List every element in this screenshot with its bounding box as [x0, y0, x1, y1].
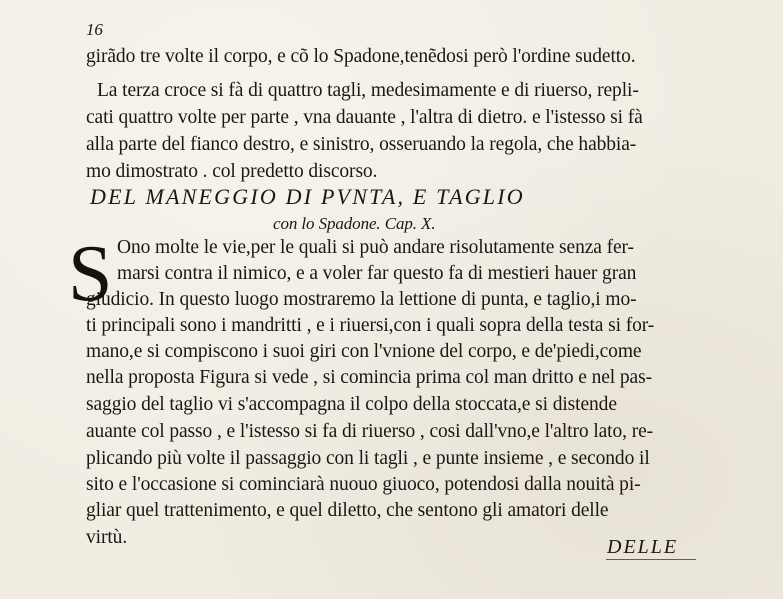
text-line: virtù. — [86, 527, 128, 548]
text-line: gliar quel trattenimento, e quel diletto, che sentono gli amatori delle — [86, 500, 609, 521]
text-line: ti principali sono i mandritti , e i riuersi,con i quali sopra della testa si for- — [86, 315, 655, 336]
text-line: La terza croce si fà di quattro tagli, medesimamente e di riuerso, repli- — [97, 80, 639, 101]
text-line: mano,e si compiscono i suoi giri con l'vnione del corpo, e de'piedi,come — [86, 341, 642, 362]
text-line: mo dimostrato . col predetto discorso. — [86, 161, 378, 182]
catchword-underline — [606, 559, 696, 560]
text-line: marsi contra il nimico, e a voler far questo fa di mestieri hauer gran — [117, 263, 637, 284]
text-line: plicando più volte il passaggio con li tagli , e punte insieme , e secondo il — [86, 448, 650, 469]
text-line: saggio del taglio vi s'accompagna il colpo della stoccata,e si distende — [86, 394, 617, 415]
text-line: sito e l'occasione si cominciarà nuouo giuoco, potendosi dalla nouità pi- — [86, 474, 641, 495]
page-number: 16 — [86, 20, 103, 39]
text-line: Ono molte le vie,per le quali si può andare risolutamente senza fer- — [117, 237, 634, 258]
drop-cap: S — [68, 230, 113, 318]
text-line: giudicio. In questo luogo mostraremo la lettione di punta, e taglio,i mo- — [86, 289, 637, 310]
chapter-subheading: con lo Spadone. Cap. X. — [273, 214, 436, 233]
text-line: girãdo tre volte il corpo, e cõ lo Spadone,tenẽdosi però l'ordine sudetto. — [86, 46, 636, 67]
catchword: DELLE — [607, 536, 679, 558]
text-line: cati quattro volte per parte , vna dauante , l'altra di dietro. e l'istesso si fà — [86, 107, 643, 128]
chapter-heading: DEL MANEGGIO DI PVNTA, E TAGLIO — [90, 184, 525, 209]
text-line: auante col passo , e l'istesso si fa di riuerso , cosi dall'vno,e l'altro lato, re- — [86, 421, 654, 442]
text-line: alla parte del fianco destro, e sinistro, osseruando la regola, che habbia- — [86, 134, 637, 155]
text-line: nella proposta Figura si vede , si comincia prima col man dritto e nel pas- — [86, 367, 652, 388]
